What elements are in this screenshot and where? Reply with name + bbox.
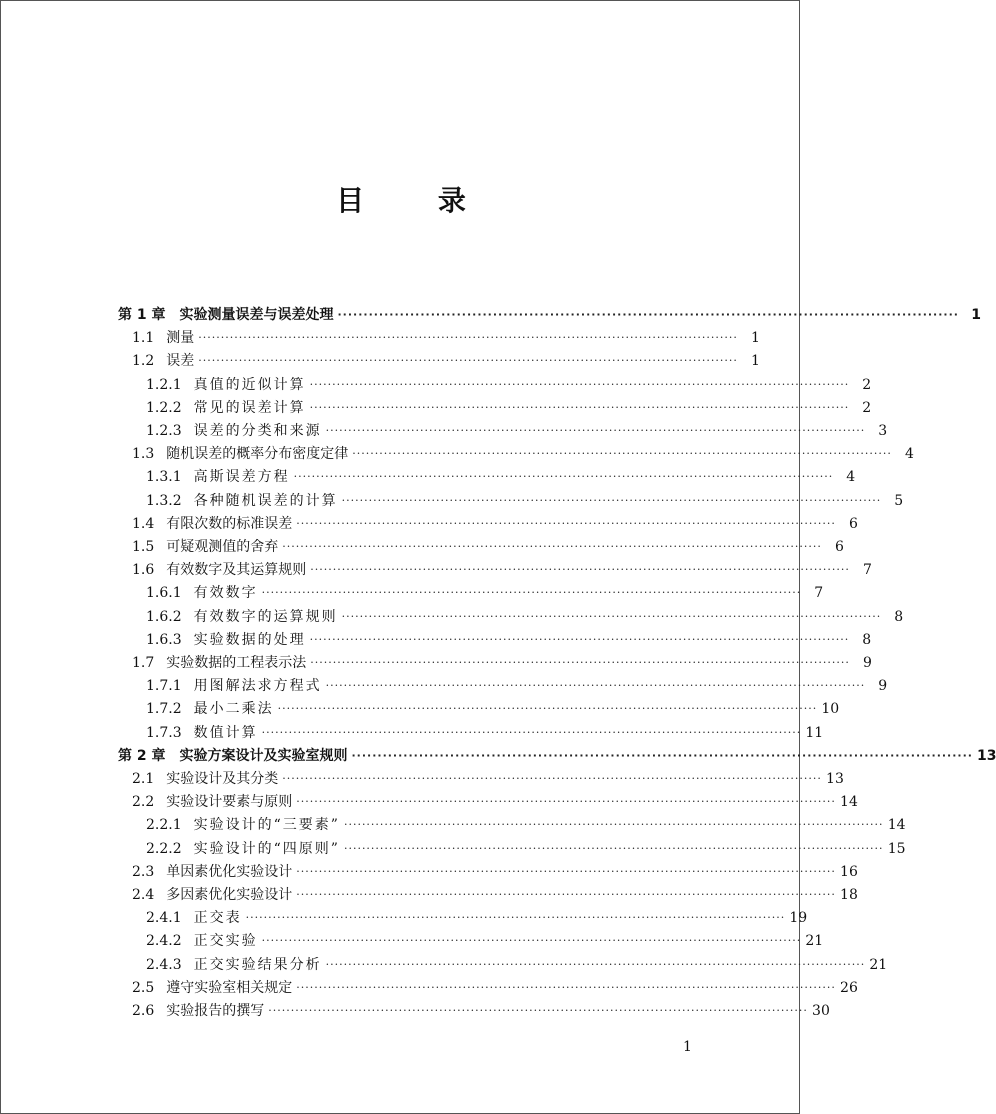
toc-leader-dots: ························································································································ [351,748,973,762]
toc-entry [146,603,904,626]
toc-leader-dots: ························································································································ [325,679,866,693]
toc-entry-title: 实验方案设计及实验室规则 [179,747,348,764]
toc-entry-number: 1.7 [132,655,155,671]
toc-entry-page: 18 [840,887,858,903]
toc-leader-dots: ························································································································ [343,818,884,832]
toc-entry [146,463,856,486]
toc-entry-title: 有效数字及其运算规则 [166,562,307,579]
toc-entry-page: 9 [862,655,872,671]
toc-entry-number: 1.2.1 [146,376,182,393]
toc-entry-title: 高斯误差方程 [193,469,290,486]
toc-entry-title: 实验设计及其分类 [166,771,279,787]
page-number: 1 [683,1039,692,1055]
toc-entry-page: 2 [862,399,872,416]
toc-leader-dots: ························································································································ [198,354,738,368]
toc-entry-number: 2.5 [132,979,155,996]
toc-entry-title: 常见的误差计算 [193,399,306,416]
toc-entry-page: 4 [904,446,914,463]
toc-entry-number: 1.6.1 [146,585,182,602]
toc-entry-number: 1.1 [132,330,155,347]
toc-entry-title: 多因素优化实验设计 [166,887,293,903]
toc-leader-dots: ························································································································ [296,980,836,994]
toc-entry [146,927,824,950]
toc-entry-title: 误差 [166,353,195,370]
toc-entry-title: 真值的近似计算 [193,376,306,393]
toc-leader-dots: ························································································································ [309,377,850,391]
toc-entry-title: 实验数据的工程表示法 [166,655,307,671]
toc-entry-page: 14 [887,817,906,834]
toc-entry [118,301,981,324]
toc-entry [132,881,858,904]
toc-entry-number: 1.3.2 [146,492,182,509]
toc-entry-number: 2.2.2 [146,840,182,857]
toc-leader-dots: ························································································································ [261,934,802,948]
toc-entry-number: 第 1 章 [118,307,166,323]
toc-leader-dots: ························································································································ [341,609,882,623]
toc-leader-dots: ························································································································ [325,957,866,971]
toc-entry-number: 1.6 [132,562,155,579]
toc-title: 目 录 [336,184,498,217]
toc-entry [132,858,858,881]
toc-entry-number: 1.7.1 [146,678,182,695]
toc-entry-page: 6 [848,515,858,532]
toc-entry [132,347,760,370]
toc-entry-page: 14 [840,794,858,811]
toc-leader-dots: ························································································································ [282,540,822,553]
toc-entry-number: 2.4.3 [146,956,182,973]
toc-entry-page: 30 [812,1003,830,1019]
toc-entry-title: 实验设计的“四原则” [193,840,340,857]
toc-entry-title: 实验报告的撰写 [166,1003,265,1019]
toc-entry [146,672,888,695]
toc-entry-number: 1.2.2 [146,399,182,416]
toc-entry-title: 有效数字 [193,585,258,602]
toc-leader-dots: ························································································································ [293,470,834,484]
toc-entry-number: 1.7.2 [146,701,182,718]
toc-entry-number: 1.4 [132,515,155,532]
toc-entry-number: 1.6.2 [146,608,182,625]
toc-entry-title: 随机误差的概率分布密度定律 [166,446,349,463]
toc-entry [146,904,808,927]
toc-entry-page: 16 [840,863,858,880]
toc-entry-page: 9 [878,678,888,695]
toc-entry-title: 实验数据的处理 [193,631,306,648]
toc-entry-number: 1.2.3 [146,423,182,439]
toc-entry [146,951,888,974]
toc-entry [132,974,858,997]
toc-entry-page: 11 [805,724,824,741]
toc-entry-page: 4 [846,469,856,486]
toc-entry-page: 2 [862,376,872,393]
toc-entry-number: 2.1 [132,771,155,787]
toc-leader-dots: ························································································································ [309,400,850,414]
toc-entry-number: 1.7.3 [146,724,182,741]
toc-entry [132,556,872,579]
toc-leader-dots: ························································································································ [310,656,850,669]
toc-leader-dots: ························································································································ [245,911,786,925]
toc-entry-number: 2.2.1 [146,817,182,834]
toc-entry-page: 13 [826,771,844,787]
toc-entry-page: 26 [840,979,858,996]
toc-entry-title: 遵守实验室相关规定 [166,979,293,996]
toc-leader-dots: ························································································································ [337,308,959,321]
toc-entry-number: 2.2 [132,794,155,811]
toc-entry [146,579,824,602]
toc-leader-dots: ························································································································ [277,702,818,716]
toc-entry-title: 数值计算 [193,724,258,741]
toc-entry-title: 单因素优化实验设计 [166,863,293,880]
toc-leader-dots: ························································································································ [261,725,802,739]
toc-entry-number: 2.3 [132,863,155,880]
toc-entry-page: 5 [894,492,904,509]
toc-entry [146,695,840,718]
toc-entry-title: 实验设计的“三要素” [193,817,340,834]
toc-entry-title: 正交实验结果分析 [193,956,322,973]
toc-entry [132,324,760,347]
toc-entry [132,440,914,463]
toc-entry-page: 6 [834,539,844,555]
toc-entry-title: 有效数字的运算规则 [193,608,338,625]
toc-leader-dots: ························································································································ [309,632,850,646]
toc-entry-number: 2.4.2 [146,933,182,950]
toc-entry [132,997,830,1020]
toc-entry-page: 3 [878,423,888,439]
toc-entry-number: 第 2 章 [118,747,166,764]
toc-entry-title: 最小二乘法 [193,701,274,718]
toc-entry-page: 8 [894,608,904,625]
toc-leader-dots: ························································································································ [296,864,836,878]
toc-entry-title: 实验设计要素与原则 [166,794,293,811]
toc-entry [146,487,904,510]
toc-leader-dots: ························································································································ [261,586,802,600]
toc-entry [118,742,996,765]
toc-leader-dots: ························································································································ [352,447,892,461]
toc-leader-dots: ························································································································ [296,795,836,809]
toc-entry-page: 8 [862,631,872,648]
toc-entry-title: 可疑观测值的舍弃 [166,539,279,555]
toc-entry-title: 测量 [166,330,195,347]
toc-entry-title: 实验测量误差与误差处理 [179,307,334,323]
toc-entry-page: 7 [814,585,824,602]
toc-entry [132,649,872,672]
toc-leader-dots: ························································································································ [310,563,850,577]
toc-entry-title: 误差的分类和来源 [193,423,322,439]
toc-leader-dots: ························································································································ [282,772,822,785]
toc-entry-page: 1 [750,353,760,370]
toc-entry [146,719,824,742]
toc-entry-number: 2.4.1 [146,910,182,927]
toc-entry-number: 1.3 [132,446,155,463]
toc-entry-page: 1 [750,330,760,347]
toc-entry-number: 1.5 [132,539,155,555]
toc-entry-number: 1.6.3 [146,631,182,648]
toc-entry [146,417,888,440]
toc-entry-title: 正交表 [193,910,242,927]
toc-entry [132,533,844,556]
toc-entry-number: 2.4 [132,887,155,903]
toc-entry-page: 21 [869,956,888,973]
toc-leader-dots: ························································································································ [296,516,836,530]
toc-entry [146,394,872,417]
toc-entry [132,788,858,811]
toc-entry [146,626,872,649]
toc-entry-page: 10 [821,701,840,718]
toc-entry-page: 1 [971,307,981,323]
toc-entry-title: 用图解法求方程式 [193,678,322,695]
toc-entry [146,811,906,834]
toc-entry-number: 2.6 [132,1003,155,1019]
toc-entry [146,371,872,394]
toc-leader-dots: ························································································································ [268,1004,808,1017]
toc-entry [132,510,858,533]
toc-leader-dots: ························································································································ [296,888,836,901]
toc-leader-dots: ························································································································ [343,841,884,855]
toc-leader-dots: ························································································································ [341,493,882,507]
toc-entry-page: 13 [976,747,996,764]
toc-entry-page: 19 [789,910,808,927]
toc-entry [146,835,906,858]
toc-entry-number: 1.3.1 [146,469,182,486]
toc-entry-page: 7 [862,562,872,579]
toc-leader-dots: ························································································································ [198,331,738,345]
toc-entry-number: 1.2 [132,353,155,370]
toc-leader-dots: ························································································································ [325,424,866,437]
toc-entry [132,765,844,788]
toc-entry-title: 正交实验 [193,933,258,950]
toc-entry-page: 15 [887,840,906,857]
toc-entry-title: 各种随机误差的计算 [193,492,338,509]
toc-entry-title: 有限次数的标准误差 [166,515,293,532]
toc-entry-page: 21 [805,933,824,950]
